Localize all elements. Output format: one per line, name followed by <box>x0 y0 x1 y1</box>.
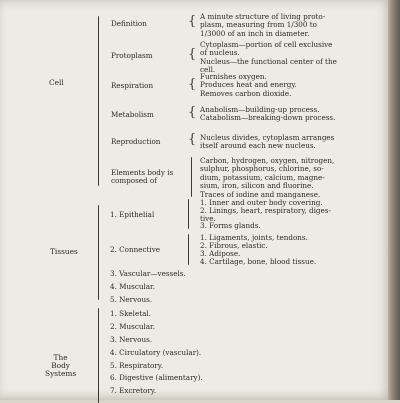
cell-desc-definition: A minute structure of living proto- plasm, measuring from 1/300 to 1/3000 of an inch in diameter. <box>200 12 326 38</box>
brace-definition: { <box>188 14 197 29</box>
tissue-vascular: 3. Vascular—vessels. <box>110 269 186 278</box>
cell-term-reproduction: Reproduction <box>111 137 161 146</box>
body-systems-label: The Body Systems <box>45 353 77 378</box>
epithelial-detail-2: 2. Linings, heart, respiratory, diges- tive. <box>200 206 331 224</box>
cell-desc-reproduction: Nucleus divides, cytoplasm arranges itself around each new nucleus. <box>200 133 335 151</box>
cell-brace <box>98 16 99 186</box>
system-excretory: 7. Excretory. <box>110 386 157 395</box>
epithelial-detail-3: 3. Forms glands. <box>200 221 261 230</box>
connective-detail-2: 2. Fibrous, elastic. <box>200 241 268 250</box>
tissue-connective: 2. Connective <box>110 245 161 254</box>
cell-term-elements: Elements body is composed of <box>111 168 174 186</box>
system-respiratory: 5. Respiratory. <box>110 361 164 370</box>
connective-detail-1: 1. Ligaments, joints, tendons. <box>200 233 308 242</box>
cell-term-definition: Definition <box>111 19 147 28</box>
tissue-muscular: 4. Muscular. <box>110 282 155 291</box>
connective-detail-3: 3. Adipose. <box>200 249 241 258</box>
cell-term-respiration: Respiration <box>111 81 154 90</box>
tissues-label: Tissues <box>50 247 78 256</box>
brace-protoplasm: { <box>188 47 197 62</box>
cell-desc-elements: Carbon, hydrogen, oxygen, nitrogen, sulphur, phosphorus, chlorine, so- dium, potassium, calcium, magne- sium, iron, silicon and fluorine. Traces of iodine and manganese. <box>200 156 335 199</box>
system-circulatory: 4. Circulatory (vascular). <box>110 348 202 357</box>
cell-desc-respiration: Furnishes oxygen. Produces heat and energy. Removes carbon dioxide. <box>200 72 297 98</box>
tissues-brace <box>98 205 99 300</box>
page-edge-shadow <box>388 0 400 400</box>
systems-brace <box>98 308 99 403</box>
system-skeletal: 1. Skeletal. <box>110 309 151 318</box>
cell-desc-protoplasm: Cytoplasm—portion of cell exclusive of nucleus. Nucleus—the functional center of the cell. <box>200 40 337 75</box>
tissue-epithelial: 1. Epithelial <box>110 210 155 219</box>
connective-detail-4: 4. Cartilage, bone, blood tissue. <box>200 257 317 266</box>
tissue-nervous: 5. Nervous. <box>110 295 153 304</box>
cell-label: Cell <box>49 78 64 87</box>
cell-desc-metabolism: Anabolism—building-up process. Catabolism—breaking-down process. <box>200 105 336 123</box>
brace-elements <box>191 157 192 197</box>
cell-term-metabolism: Metabolism <box>111 110 154 119</box>
system-digestive: 6. Digestive (alimentary). <box>110 373 203 382</box>
brace-metabolism: { <box>188 105 197 120</box>
epithelial-detail-1: 1. Inner and outer body covering. <box>200 198 323 207</box>
brace-respiration: { <box>188 77 197 92</box>
brace-epithelial <box>188 199 189 229</box>
cell-term-protoplasm: Protoplasm <box>111 51 153 60</box>
brace-connective <box>188 234 189 265</box>
system-muscular: 2. Muscular. <box>110 322 155 331</box>
brace-reproduction: { <box>188 132 197 147</box>
system-nervous: 3. Nervous. <box>110 335 153 344</box>
